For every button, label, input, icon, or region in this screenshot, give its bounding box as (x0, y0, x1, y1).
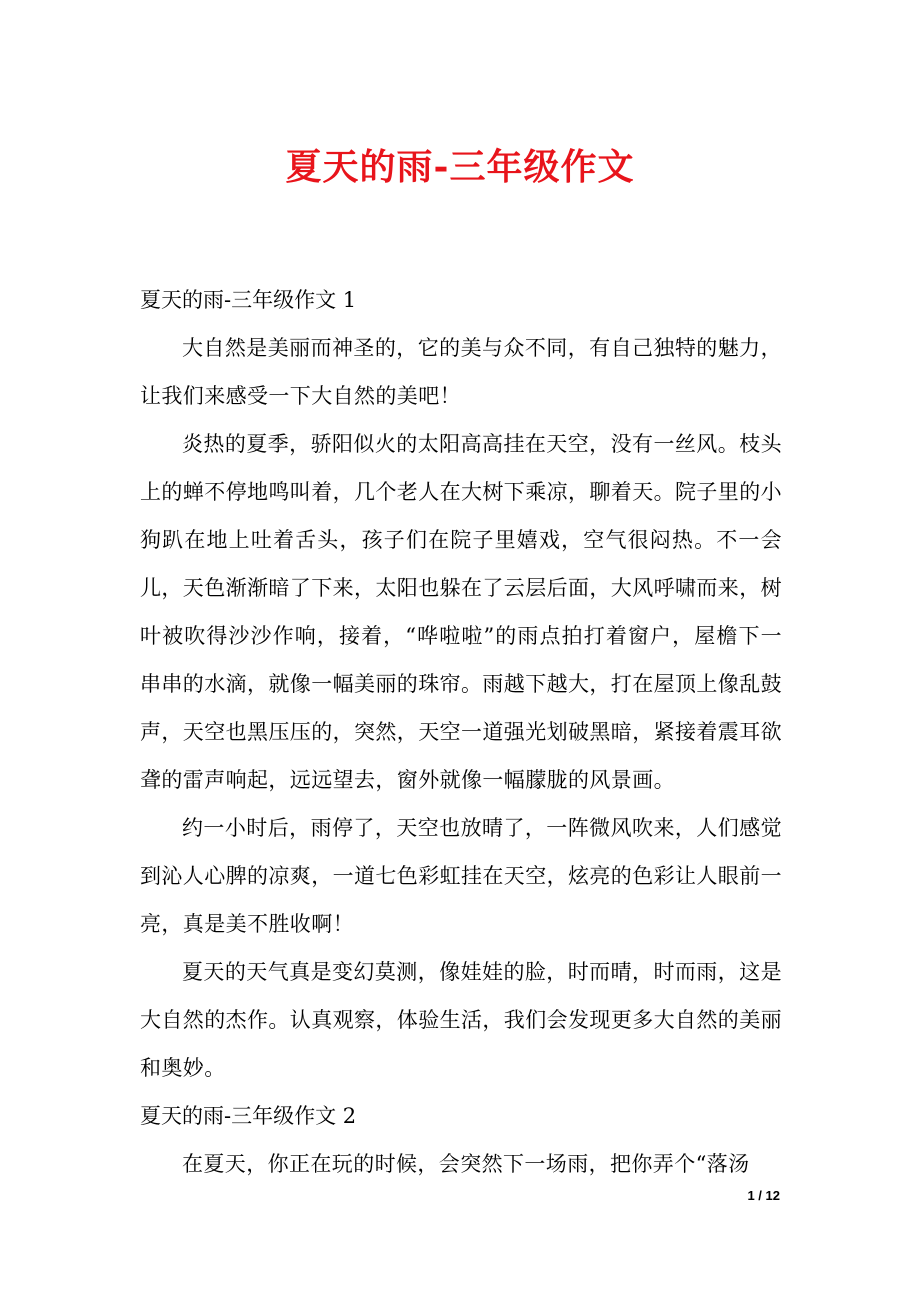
document-title: 夏天的雨-三年级作文 (285, 146, 635, 188)
document-body (140, 276, 782, 1188)
section-heading-1: 夏天的雨-三年级作文 1 (140, 288, 357, 312)
page-number: 1 / 12 (747, 1188, 780, 1203)
paragraph: 夏天的天气真是变幻莫测，像娃娃的脸，时而晴，时而雨，这是大自然的杰作。认真观察，体验生活，我们会发现更多大自然的美丽和奥妙。 (140, 960, 782, 1080)
paragraph: 炎热的夏季，骄阳似火的太阳高高挂在天空，没有一丝风。枝头上的蝉不停地鸣叫着，几个老人在大树下乘凉，聊着天。院子里的小狗趴在地上吐着舌头，孩子们在院子里嬉戏，空气很闷热。不一会儿，天色渐渐暗了下来，太阳也躲在了云层后面，大风呼啸而来，树叶被吹得沙沙作响，接着，“哗啦啦”的雨点拍打着窗户，屋檐下一串串的水滴，就像一幅美丽的珠帘。雨越下越大，打在屋顶上像乱鼓声，天空也黑压压的，突然，天空一道强光划破黑暗，紧接着震耳欲聋的雷声响起，远远望去，窗外就像一幅朦胧的风景画。 (140, 432, 782, 792)
paragraph: 大自然是美丽而神圣的，它的美与众不同，有自己独特的魅力，让我们来感受一下大自然的美吧！ (140, 336, 782, 408)
paragraph: 约一小时后，雨停了，天空也放晴了，一阵微风吹来，人们感觉到沁人心脾的凉爽，一道七色彩虹挂在天空，炫亮的色彩让人眼前一亮，真是美不胜收啊！ (140, 816, 782, 936)
section-heading-2: 夏天的雨-三年级作文 2 (140, 1104, 357, 1128)
paragraph: 在夏天，你正在玩的时候，会突然下一场雨，把你弄个“落汤 (182, 1152, 750, 1176)
